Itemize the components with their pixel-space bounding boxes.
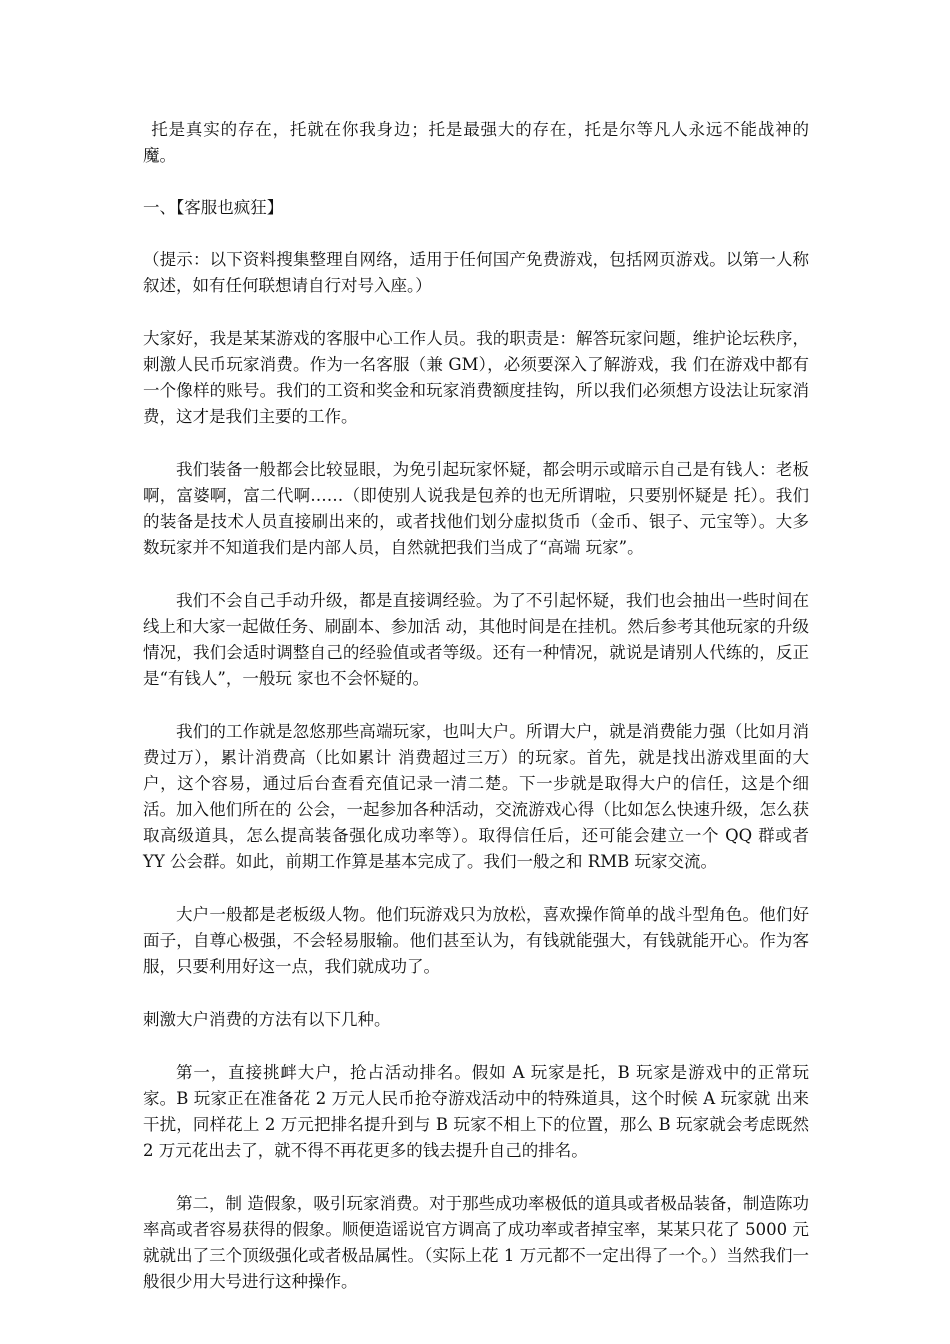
intro-line: 托是真实的存在，托就在你我身边；托是最强大的存在，托是尔等凡人永远不能战神的魔。 xyxy=(143,120,809,165)
note-paragraph: （提示：以下资料搜集整理自网络，适用于任何国产免费游戏，包括网页游戏。以第一人称叙述，如有任何联想请自行对号入座。） xyxy=(143,250,809,295)
body-paragraph: 我们的工作就是忽悠那些高端玩家，也叫大户。所谓大户，就是消费能力强（比如月消费过万），累计消费高（比如累计 消费超过三万）的玩家。首先，就是找出游戏里面的大户，这个容易，通过后台查看充值记录一清二楚。下一步就是取得大户的信任，这是个细活。加入他们所在的 公会，一起参加各种活动，交流游戏心得（比如怎么快速升级，怎么获取高级道具，怎么提高装备强化成功率等）。取得信任后，还可能会建立一个 QQ 群或者 YY 公会群。如此，前期工作算是基本完成了。我们一般之和 RMB 玩家交流。 xyxy=(143,722,809,871)
spacer xyxy=(143,299,809,326)
spacer xyxy=(143,1164,809,1191)
body-paragraph: 我们不会自己手动升级，都是直接调经验。为了不引起怀疑，我们也会抽出一些时间在线上和大家一起做任务、刷副本、参加活 动，其他时间是在挂机。然后参考其他玩家的升级情况，我们会适时调整自己的经验值或者等级。还有一种情况，就说是请别人代练的，反正是“有钱人”，一般玩 家也不会怀疑的。 xyxy=(143,591,809,688)
spacer xyxy=(143,1033,809,1060)
body-paragraph: 刺激大户消费的方法有以下几种。 xyxy=(143,1010,391,1029)
body-paragraph: 第一，直接挑衅大户，抢占活动排名。假如 A 玩家是托，B 玩家是游戏中的正常玩家。B 玩家正在准备花 2 万元人民币抢夺游戏活动中的特殊道具，这个时候 A 玩家就 出来干扰，同样花上 2 万元把排名提升到与 B 玩家不相上下的位置，那么 B 玩家就会考虑既然 2 万元花出去了，就不得不再花更多的钱去提升自己的排名。 xyxy=(143,1063,809,1160)
spacer xyxy=(143,430,809,457)
section-heading: 一、【客服也疯狂】 xyxy=(143,198,284,217)
body-paragraph: 我们装备一般都会比较显眼，为免引起玩家怀疑，都会明示或暗示自己是有钱人：老板啊，富婆啊，富二代啊……（即使别人说我是包养的也无所谓啦，只要别怀疑是 托）。我们的装备是技术人员直接刷出来的，或者找他们划分虚拟货币（金币、银子、元宝等）。大多数玩家并不知道我们是内部人员，自然就把我们当成了“高端 玩家”。 xyxy=(143,460,809,557)
spacer xyxy=(143,561,809,588)
body-paragraph: 大户一般都是老板级人物。他们玩游戏只为放松，喜欢操作简单的战斗型角色。他们好面子，自尊心极强，不会轻易服输。他们甚至认为，有钱就能强大，有钱就能开心。作为客服，只要利用好这一点，我们就成功了。 xyxy=(143,905,809,976)
spacer xyxy=(143,980,809,1007)
body-paragraph: 第二，制 造假象，吸引玩家消费。对于那些成功率极低的道具或者极品装备，制造陈功率高或者容易获得的假象。顺便造谣说官方调高了成功率或者掉宝率，某某只花了 5000 元就就出了三个顶级强化或者极品属性。（实际上花 1 万元都不一定出得了一个。）当然我们一般很少用大号进行这种操作。 xyxy=(143,1194,809,1291)
spacer xyxy=(143,169,809,195)
document-body xyxy=(143,117,809,1295)
spacer xyxy=(143,692,809,719)
spacer xyxy=(143,221,809,247)
body-paragraph: 大家好，我是某某游戏的客服中心工作人员。我的职责是：解答玩家问题，维护论坛秩序，刺激人民币玩家消费。作为一名客服（兼 GM），必须要深入了解游戏，我 们在游戏中都有一个像样的账号。我们的工资和奖金和玩家消费额度挂钩，所以我们必须想方设法让玩家消费，这才是我们主要的工作。 xyxy=(143,329,809,426)
spacer xyxy=(143,875,809,902)
